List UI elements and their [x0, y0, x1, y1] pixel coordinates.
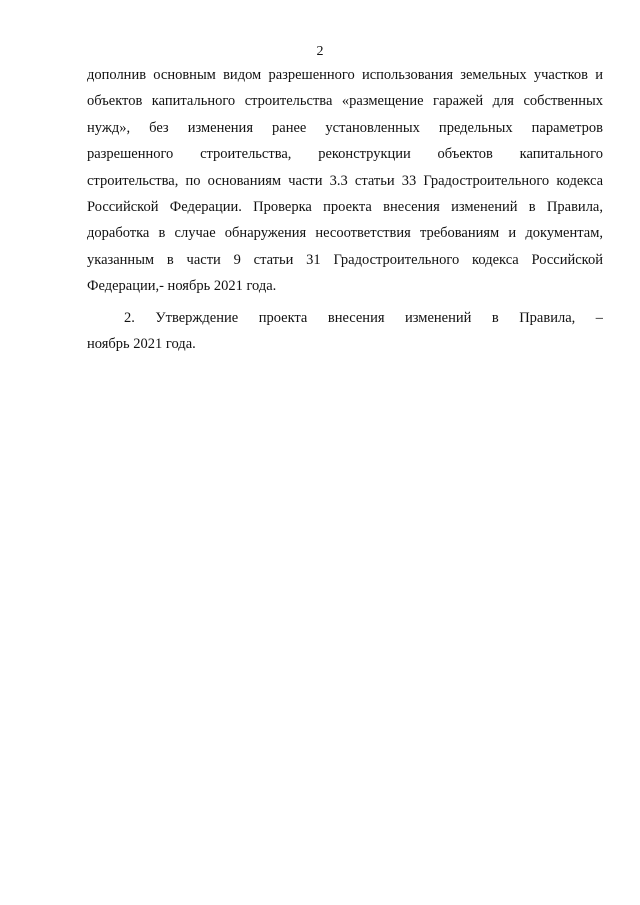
text-line: Российской Федерации. Проверка проекта внесения изменений в Правила,	[87, 198, 603, 215]
paragraph-2	[87, 305, 603, 358]
text-line: объектов капитального строительства «размещение гаражей для собственных	[87, 93, 603, 110]
text-line: нужд», без изменения ранее установленных предельных параметров	[87, 119, 603, 136]
page-number: 2	[316, 44, 324, 59]
text-line: ноябрь 2021 года.	[87, 335, 196, 352]
text-line: указанным в части 9 статьи 31 Градостроительного кодекса Российской	[87, 251, 603, 268]
text-line: доработка в случае обнаружения несоответствия требованиям и документам,	[87, 225, 603, 242]
document-body	[87, 62, 603, 357]
paragraph-1	[87, 62, 603, 300]
text-line: 2. Утверждение проекта внесения изменений в Правила, –	[124, 309, 603, 326]
text-line: разрешенного строительства, реконструкции объектов капитального	[87, 146, 603, 163]
text-line: строительства, по основаниям части 3.3 статьи 33 Градостроительного кодекса	[87, 172, 603, 189]
text-line: Федерации,- ноябрь 2021 года.	[87, 278, 277, 295]
text-line: дополнив основным видом разрешенного использования земельных участков и	[87, 67, 603, 83]
